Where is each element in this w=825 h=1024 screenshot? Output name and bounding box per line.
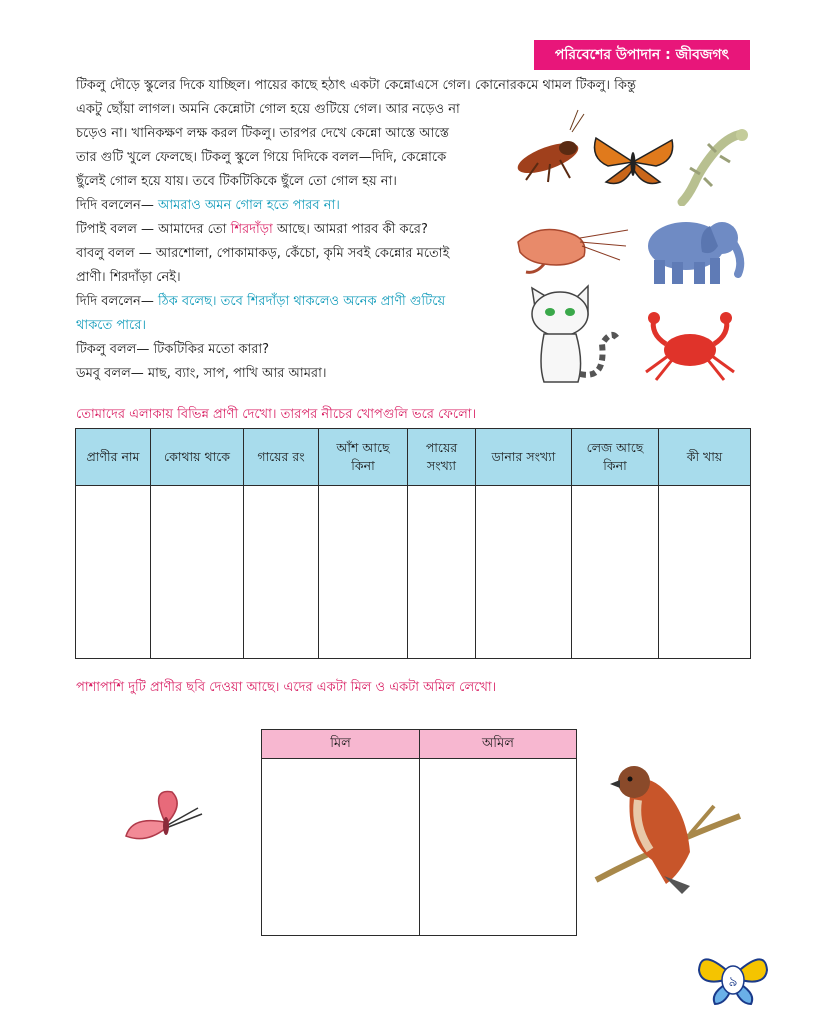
column-header-wing-count: ডানার সংখ্যা	[476, 429, 572, 486]
chapter-title-badge: পরিবেশের উপাদান : জীবজগৎ	[534, 40, 750, 70]
prawn-illustration	[510, 216, 630, 278]
table-cell[interactable]	[572, 486, 659, 659]
table-cell[interactable]	[151, 486, 244, 659]
story-line: তার গুটি খুলে ফেলছে। টিকলু স্কুলে গিয়ে দিদিকে বলল—দিদি, কেন্নোকে	[76, 150, 447, 165]
story-line: থাকতে পারে।	[76, 318, 147, 333]
elephant-illustration	[640, 212, 750, 288]
story-line: টিকলু দৌড়ে স্কুলের দিকে যাচ্ছিল। পায়ের কাছে হঠাৎ একটা কেন্নোএসে গেল। কোনোরকমে থামল টিকলু। কিন্তু	[76, 78, 636, 93]
column-header-leg-count: পায়ের সংখ্যা	[408, 429, 476, 486]
page-number-butterfly-icon	[693, 940, 773, 1010]
story-line: টিকলু বলল— টিকটিকির মতো কারা?	[76, 342, 270, 357]
table-row	[76, 486, 751, 659]
animal-observation-table	[75, 428, 751, 659]
story-line: ছুঁলেই গোল হয়ে যায়। তবে টিকটিকিকে ছুঁলে তো গোল হয় না।	[76, 174, 397, 189]
crab-illustration	[636, 310, 742, 382]
speaker: দিদি বললেন—	[76, 294, 158, 309]
column-header-has-tail: লেজ আছে কিনা	[572, 429, 659, 486]
column-header-habitat: কোথায় থাকে	[151, 429, 244, 486]
table-cell[interactable]	[244, 486, 319, 659]
table-cell[interactable]	[408, 486, 476, 659]
column-header-similarity: মিল	[262, 730, 420, 759]
highlight-teal: আমরাও অমন গোল হতে পারব না।	[157, 198, 340, 213]
column-header-has-scales: আঁশ আছে কিনা	[319, 429, 408, 486]
table-cell[interactable]	[319, 486, 408, 659]
instruction-fill-table: তোমাদের এলাকায় বিভিন্ন প্রাণী দেখো। তারপর নীচের খোপগুলি ভরে ফেলো।	[76, 407, 477, 422]
table-row	[262, 759, 577, 936]
cat-illustration	[522, 284, 622, 386]
story-line: চড়েও না। খানিকক্ষণ লক্ষ করল টিকলু। তারপর দেখে কেন্নো আস্তে আস্তে	[76, 126, 450, 141]
story-line: ডমবু বলল— মাছ, ব্যাং, সাপ, পাখি আর আমরা।	[76, 366, 327, 381]
cockroach-illustration	[508, 108, 598, 198]
story-line	[76, 218, 428, 242]
table-cell[interactable]	[76, 486, 151, 659]
highlight-teal: ঠিক বলেছ। তবে শিরদাঁড়া থাকলেও অনেক প্রাণী গুটিয়ে	[157, 294, 446, 309]
instruction-compare: পাশাপাশি দুটি প্রাণীর ছবি দেওয়া আছে। এদের একটা মিল ও একটা অমিল লেখো।	[76, 680, 497, 695]
column-header-food: কী খায়	[659, 429, 751, 486]
story-line: বাবলু বলল — আরশোলা, পোকামাকড়, কেঁচো, কৃমি সবই কেন্নোর মতোই	[76, 246, 450, 261]
speaker: দিদি বললেন—	[76, 198, 158, 213]
table-cell[interactable]	[262, 759, 420, 936]
table-cell[interactable]	[659, 486, 751, 659]
sparrow-illustration	[590, 756, 750, 896]
story-line	[76, 290, 445, 314]
column-header-body-colour: গায়ের রং	[244, 429, 319, 486]
column-header-difference: অমিল	[420, 730, 577, 759]
story-line: প্রাণী। শিরদাঁড়া নেই।	[76, 270, 181, 285]
column-header-animal-name: প্রাণীর নাম	[76, 429, 151, 486]
story-line: একটু ছোঁয়া লাগল। অমনি কেন্নোটা গোল হয়ে গুটিয়ে গেল। আর নড়েও না	[76, 102, 460, 117]
page-number: ৯	[728, 974, 738, 990]
highlight-pink: শিরদাঁড়া	[230, 222, 273, 237]
table-cell[interactable]	[476, 486, 572, 659]
lizard-illustration	[672, 126, 752, 206]
comparison-table	[261, 729, 577, 936]
table-cell[interactable]	[420, 759, 577, 936]
butterfly-illustration	[120, 786, 206, 852]
story-line	[76, 194, 340, 218]
story-text-tail: আছে। আমরা পারব কী করে?	[272, 222, 428, 237]
butterfly-illustration	[588, 132, 678, 192]
speaker: টিপাই বলল — আমাদের তো	[76, 222, 231, 237]
